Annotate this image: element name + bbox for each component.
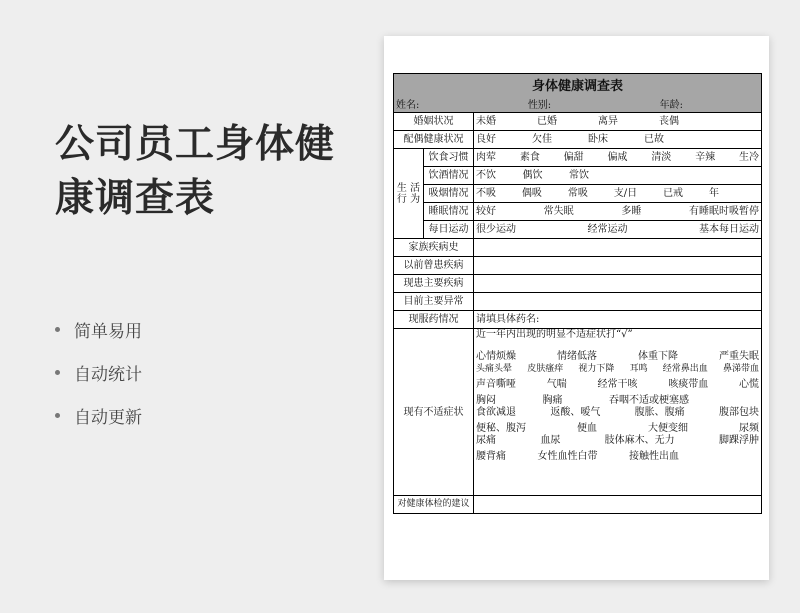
bullet-icon (55, 413, 60, 418)
drinking-options[interactable]: 不饮 偶饮 常饮 (474, 167, 762, 185)
feature-item: 自动更新 (55, 394, 142, 437)
marital-options[interactable]: 未婚 已婚 离异 丧偶 (474, 113, 762, 131)
medication-field[interactable]: 请填具体药名: (474, 311, 762, 329)
health-survey-table (393, 73, 762, 514)
symptom-line: 腰背痛 女性血性白带 接触性出血 (476, 451, 679, 462)
symptom-line: 食欲减退 返酸、嗳气 腹胀、腹痛 腹部包块 (476, 407, 759, 418)
spouse-label: 配偶健康状况 (394, 131, 474, 149)
past-illness-label: 以前曾患疾病 (394, 257, 474, 275)
symptom-line: 声音嘶哑 气喘 经常干咳 咳痰带血 心慌 (476, 379, 759, 390)
symptom-line: 尿痛 血尿 肢体麻木、无力 脚踝浮肿 (476, 435, 759, 446)
current-abnormal-label: 目前主要异常 (394, 293, 474, 311)
marital-label: 婚姻状况 (394, 113, 474, 131)
symptoms-intro: 近一年内出现的明显不适症状打“√” (476, 329, 633, 340)
smoking-options[interactable]: 不吸 偶吸 常吸 支/日 已戒 年 (474, 185, 762, 203)
basic-info-row (394, 98, 762, 113)
symptoms-label: 现有不适症状 (394, 329, 474, 496)
feature-item: 简单易用 (55, 308, 142, 351)
past-illness-field[interactable] (474, 257, 762, 275)
suggestion-field[interactable] (474, 496, 762, 514)
age-label: 年龄: (659, 99, 683, 111)
smoking-label: 吸烟情况 (424, 185, 474, 203)
bullet-icon (55, 327, 60, 332)
current-illness-label: 现患主要疾病 (394, 275, 474, 293)
sleep-options[interactable]: 较好 常失眠 多睡 有睡眠时吸暂停 (474, 203, 762, 221)
symptom-line: 胸闷 胸痛 吞咽不适或梗塞感 (476, 395, 689, 406)
symptom-line: 便秘、腹泻 便血 大便变细 尿频 (476, 423, 759, 434)
bullet-icon (55, 370, 60, 375)
feature-list (55, 308, 142, 437)
exercise-label: 每日运动 (424, 221, 474, 239)
gender-label: 性别: (527, 99, 552, 111)
feature-item: 自动统计 (55, 351, 142, 394)
current-illness-field[interactable] (474, 275, 762, 293)
exercise-options[interactable]: 很少运动 经常运动 基本每日运动 (474, 221, 762, 239)
suggestion-label: 对健康体检的建议 (394, 496, 474, 514)
medication-label: 现服药情况 (394, 311, 474, 329)
name-label: 姓名: (396, 99, 420, 111)
symptoms-field[interactable] (474, 329, 762, 496)
family-history-label: 家族疾病史 (394, 239, 474, 257)
diet-options[interactable]: 肉荤 素食 偏甜 偏咸 清淡 辛辣 生冷 (474, 149, 762, 167)
symptom-line: 头痛头晕 皮肤瘙痒 视力下降 耳鸣 经常鼻出血 鼻涕带血 (476, 364, 759, 374)
drinking-label: 饮酒情况 (424, 167, 474, 185)
spouse-options[interactable]: 良好 欠佳 卧床 已故 (474, 131, 762, 149)
slide-title: 公司员工身体健康调查表 (55, 122, 336, 221)
sleep-label: 睡眠情况 (424, 203, 474, 221)
symptom-line: 心情烦燥 情绪低落 体重下降 严重失眠 (476, 351, 759, 362)
lifestyle-label: 生 活 行 为 (394, 149, 424, 239)
form-title: 身体健康调查表 (394, 74, 762, 99)
current-abnormal-field[interactable] (474, 293, 762, 311)
form-preview (384, 36, 769, 580)
family-history-field[interactable] (474, 239, 762, 257)
diet-label: 饮食习惯 (424, 149, 474, 167)
